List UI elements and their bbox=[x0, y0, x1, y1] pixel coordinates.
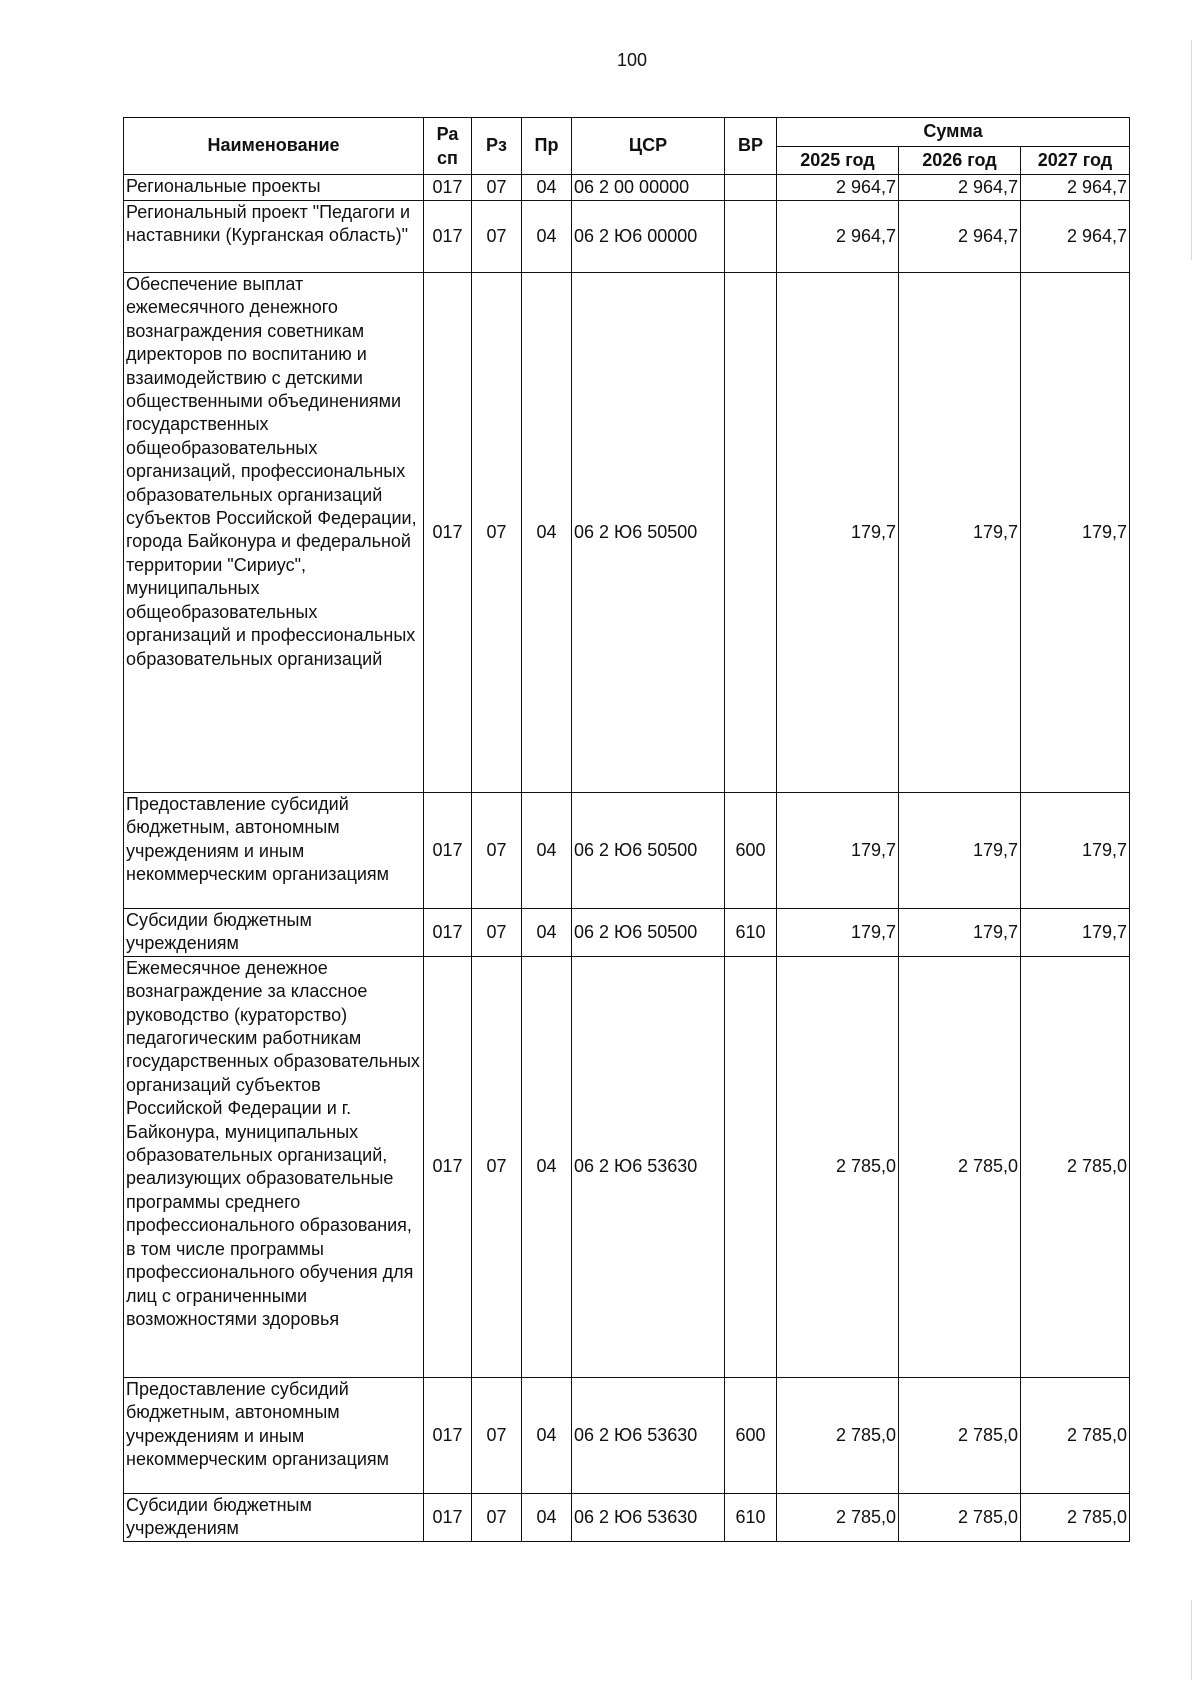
cell-csr: 06 2 Ю6 53630 bbox=[572, 956, 725, 1377]
cell-rasp: 017 bbox=[424, 175, 472, 201]
header-row bbox=[124, 118, 1130, 147]
cell-name: Региональный проект "Педагоги и наставники (Курганская область)" bbox=[124, 201, 424, 273]
table-row bbox=[124, 273, 1130, 793]
cell-sum-2026: 2 785,0 bbox=[899, 1493, 1021, 1541]
cell-sum-2027: 2 964,7 bbox=[1021, 175, 1130, 201]
cell-rasp: 017 bbox=[424, 201, 472, 273]
table-row bbox=[124, 793, 1130, 909]
header-rz: Рз bbox=[472, 118, 522, 175]
cell-sum-2027: 179,7 bbox=[1021, 909, 1130, 957]
cell-rz: 07 bbox=[472, 201, 522, 273]
scan-edge-mark bbox=[1191, 1600, 1192, 1680]
cell-rasp: 017 bbox=[424, 956, 472, 1377]
cell-sum-2026: 2 964,7 bbox=[899, 201, 1021, 273]
cell-sum-2026: 2 785,0 bbox=[899, 1377, 1021, 1493]
cell-sum-2027: 179,7 bbox=[1021, 273, 1130, 793]
cell-csr: 06 2 Ю6 50500 bbox=[572, 273, 725, 793]
cell-pr: 04 bbox=[522, 793, 572, 909]
cell-rasp: 017 bbox=[424, 793, 472, 909]
cell-vr: 610 bbox=[725, 909, 777, 957]
cell-pr: 04 bbox=[522, 175, 572, 201]
budget-table bbox=[123, 117, 1130, 1542]
cell-rz: 07 bbox=[472, 273, 522, 793]
cell-sum-2025: 2 964,7 bbox=[777, 201, 899, 273]
cell-csr: 06 2 Ю6 53630 bbox=[572, 1377, 725, 1493]
table-row bbox=[124, 1493, 1130, 1541]
table-row bbox=[124, 175, 1130, 201]
header-csr: ЦСР bbox=[572, 118, 725, 175]
header-pr: Пр bbox=[522, 118, 572, 175]
scan-edge-mark bbox=[1191, 40, 1192, 260]
cell-sum-2026: 2 964,7 bbox=[899, 175, 1021, 201]
cell-csr: 06 2 Ю6 00000 bbox=[572, 201, 725, 273]
cell-vr bbox=[725, 273, 777, 793]
cell-pr: 04 bbox=[522, 956, 572, 1377]
cell-csr: 06 2 Ю6 53630 bbox=[572, 1493, 725, 1541]
cell-name: Субсидии бюджетным учреждениям bbox=[124, 1493, 424, 1541]
cell-sum-2025: 179,7 bbox=[777, 909, 899, 957]
cell-rz: 07 bbox=[472, 1493, 522, 1541]
cell-pr: 04 bbox=[522, 909, 572, 957]
cell-sum-2026: 179,7 bbox=[899, 793, 1021, 909]
cell-vr bbox=[725, 201, 777, 273]
cell-sum-2027: 2 785,0 bbox=[1021, 956, 1130, 1377]
header-sum: Сумма bbox=[777, 118, 1130, 147]
cell-csr: 06 2 Ю6 50500 bbox=[572, 793, 725, 909]
cell-name: Региональные проекты bbox=[124, 175, 424, 201]
cell-rasp: 017 bbox=[424, 273, 472, 793]
table-row bbox=[124, 1377, 1130, 1493]
cell-sum-2025: 179,7 bbox=[777, 793, 899, 909]
header-year-2025: 2025 год bbox=[777, 147, 899, 175]
cell-sum-2025: 2 964,7 bbox=[777, 175, 899, 201]
cell-name: Предоставление субсидий бюджетным, автономным учреждениям и иным некоммерческим организациям bbox=[124, 793, 424, 909]
cell-rasp: 017 bbox=[424, 1377, 472, 1493]
cell-csr: 06 2 Ю6 50500 bbox=[572, 909, 725, 957]
cell-rz: 07 bbox=[472, 793, 522, 909]
cell-pr: 04 bbox=[522, 201, 572, 273]
cell-pr: 04 bbox=[522, 273, 572, 793]
cell-sum-2027: 2 785,0 bbox=[1021, 1493, 1130, 1541]
page-number: 100 bbox=[616, 50, 648, 70]
cell-pr: 04 bbox=[522, 1377, 572, 1493]
cell-vr: 610 bbox=[725, 1493, 777, 1541]
header-year-2026: 2026 год bbox=[899, 147, 1021, 175]
cell-rz: 07 bbox=[472, 1377, 522, 1493]
cell-sum-2025: 2 785,0 bbox=[777, 956, 899, 1377]
table-row bbox=[124, 956, 1130, 1377]
header-name: Наименование bbox=[124, 118, 424, 175]
cell-name: Субсидии бюджетным учреждениям bbox=[124, 909, 424, 957]
cell-vr: 600 bbox=[725, 1377, 777, 1493]
cell-rz: 07 bbox=[472, 909, 522, 957]
cell-name: Ежемесячное денежное вознаграждение за классное руководство (кураторство) педагогическим работникам государственных образовательных организаций субъектов Российской Федерации и г. Байконура, муниципальных образовательных организаций, реализующих образовательные программы среднего профессионального образования, в том числе программы профессионального обучения для лиц с ограниченными возможностями здоровья bbox=[124, 956, 424, 1377]
header-vr: ВР bbox=[725, 118, 777, 175]
cell-sum-2027: 2 964,7 bbox=[1021, 201, 1130, 273]
cell-rasp: 017 bbox=[424, 909, 472, 957]
table-row bbox=[124, 201, 1130, 273]
table-body bbox=[124, 175, 1130, 1542]
cell-sum-2026: 2 785,0 bbox=[899, 956, 1021, 1377]
cell-vr bbox=[725, 175, 777, 201]
table-row bbox=[124, 909, 1130, 957]
cell-sum-2025: 2 785,0 bbox=[777, 1493, 899, 1541]
cell-rasp: 017 bbox=[424, 1493, 472, 1541]
cell-name: Обеспечение выплат ежемесячного денежного вознаграждения советникам директоров по воспитанию и взаимодействию с детскими общественными объединениями государственных общеобразовательных организаций, профессиональных образовательных организаций субъектов Российской Федерации, города Байконура и федеральной территории "Сириус", муниципальных общеобразовательных организаций и профессиональных образовательных организаций bbox=[124, 273, 424, 793]
header-rasp: Ра сп bbox=[424, 118, 472, 175]
cell-sum-2026: 179,7 bbox=[899, 909, 1021, 957]
cell-name: Предоставление субсидий бюджетным, автономным учреждениям и иным некоммерческим организациям bbox=[124, 1377, 424, 1493]
header-year-2027: 2027 год bbox=[1021, 147, 1130, 175]
cell-sum-2026: 179,7 bbox=[899, 273, 1021, 793]
cell-rz: 07 bbox=[472, 956, 522, 1377]
cell-sum-2027: 2 785,0 bbox=[1021, 1377, 1130, 1493]
cell-pr: 04 bbox=[522, 1493, 572, 1541]
cell-sum-2025: 179,7 bbox=[777, 273, 899, 793]
cell-sum-2027: 179,7 bbox=[1021, 793, 1130, 909]
cell-vr: 600 bbox=[725, 793, 777, 909]
cell-vr bbox=[725, 956, 777, 1377]
cell-rz: 07 bbox=[472, 175, 522, 201]
cell-sum-2025: 2 785,0 bbox=[777, 1377, 899, 1493]
cell-csr: 06 2 00 00000 bbox=[572, 175, 725, 201]
